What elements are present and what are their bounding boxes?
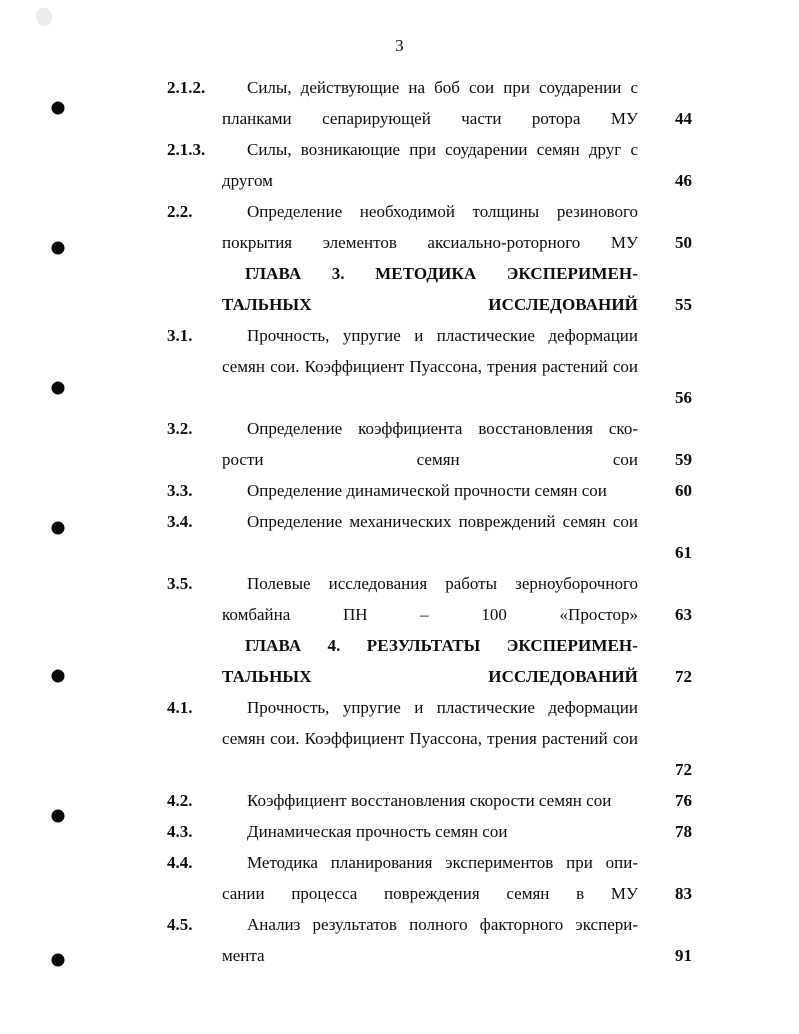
toc-entry-page-number: 46 (675, 171, 692, 190)
toc-section-entry[interactable] (167, 134, 692, 196)
toc-section-entry[interactable] (167, 568, 692, 630)
toc-chapter-entry[interactable] (167, 630, 692, 692)
toc-entry-page-number: 78 (675, 822, 692, 841)
toc-section-entry[interactable] (167, 816, 692, 847)
toc-entry-page-number: 91 (675, 946, 692, 965)
punch-hole-mark (52, 670, 65, 683)
toc-section-entry[interactable] (167, 847, 692, 909)
toc-section-entry[interactable] (167, 909, 692, 971)
toc-entry-page-number: 44 (675, 109, 692, 128)
toc-entry-number: 4.1. (167, 698, 193, 717)
toc-entry-title: ГЛАВА 4. РЕЗУЛЬТАТЫ ЭКСПЕРИМЕН-ТАЛЬНЫХ ИССЛЕДОВАНИЙ (222, 636, 638, 686)
toc-entry-page-number: 61 (675, 543, 692, 562)
toc-entry-title: Коэффициент восстановления скорости семян сои (247, 791, 612, 810)
toc-entry-title: Определение коэффициента восстановления ско-рости семян сои (222, 419, 638, 469)
punch-hole-mark (52, 102, 65, 115)
toc-entry-title: Прочность, упругие и пластические деформации семян сои. Коэффициент Пуассона, трения растений сои (222, 326, 638, 376)
toc-entry-title: Методика планирования экспериментов при опи-сании процесса повреждения семян в МУ (222, 853, 638, 903)
toc-entry-number: 3.2. (167, 419, 193, 438)
toc-section-entry[interactable] (167, 692, 692, 785)
toc-entry-number: 3.4. (167, 512, 193, 531)
toc-section-entry[interactable] (167, 413, 692, 475)
toc-entry-page-number: 50 (675, 233, 692, 252)
toc-entry-number: 4.4. (167, 853, 193, 872)
toc-entry-number: 2.1.2. (167, 78, 206, 97)
toc-section-entry[interactable] (167, 475, 692, 506)
toc-entry-title: ГЛАВА 3. МЕТОДИКА ЭКСПЕРИМЕН-ТАЛЬНЫХ ИССЛЕДОВАНИЙ (222, 264, 638, 314)
toc-entry-page-number: 59 (675, 450, 692, 469)
toc-entry-title: Определение механических повреждений семян сои (247, 512, 638, 531)
binding-punch-holes (0, 0, 120, 1034)
toc-chapter-entry[interactable] (167, 258, 692, 320)
toc-entry-number: 2.1.3. (167, 140, 206, 159)
toc-entry-title: Силы, возникающие при соударении семян друг с другом (222, 140, 638, 190)
toc-entry-page-number: 72 (675, 667, 692, 686)
toc-entry-page-number: 63 (675, 605, 692, 624)
toc-entry-title: Анализ результатов полного факторного экспери-мента (222, 915, 638, 965)
toc-entry-number: 2.2. (167, 202, 193, 221)
punch-hole-mark (52, 242, 65, 255)
toc-entry-page-number: 60 (675, 481, 692, 500)
toc-entry-page-number: 56 (675, 388, 692, 407)
punch-hole-mark (52, 522, 65, 535)
toc-entry-title: Определение необходимой толщины резинового покрытия элементов аксиально-роторного МУ (222, 202, 638, 252)
punch-hole-mark (52, 382, 65, 395)
toc-entry-number: 3.1. (167, 326, 193, 345)
toc-entry-number: 3.5. (167, 574, 193, 593)
toc-section-entry[interactable] (167, 320, 692, 413)
table-of-contents (167, 72, 692, 971)
toc-entry-title: Динамическая прочность семян сои (247, 822, 508, 841)
toc-entry-title: Определение динамической прочности семян сои (247, 481, 607, 500)
toc-section-entry[interactable] (167, 72, 692, 134)
toc-entry-page-number: 55 (675, 295, 692, 314)
toc-entry-number: 3.3. (167, 481, 193, 500)
toc-entry-title: Прочность, упругие и пластические деформации семян сои. Коэффициент Пуассона, трения растений сои (222, 698, 638, 748)
toc-section-entry[interactable] (167, 196, 692, 258)
toc-section-entry[interactable] (167, 785, 692, 816)
punch-hole-mark (52, 954, 65, 967)
page-number-folio: 3 (395, 36, 404, 55)
toc-entry-number: 4.3. (167, 822, 193, 841)
toc-entry-number: 4.2. (167, 791, 193, 810)
toc-entry-page-number: 83 (675, 884, 692, 903)
toc-entry-page-number: 72 (675, 760, 692, 779)
toc-section-entry[interactable] (167, 506, 692, 568)
toc-entry-title: Силы, действующие на боб сои при соударении с планками сепарирующей части ротора МУ (222, 78, 638, 128)
toc-entry-number: 4.5. (167, 915, 193, 934)
punch-hole-mark (52, 810, 65, 823)
toc-entry-title: Полевые исследования работы зерноуборочного комбайна ПН – 100 «Простор» (222, 574, 638, 624)
toc-entry-page-number: 76 (675, 791, 692, 810)
